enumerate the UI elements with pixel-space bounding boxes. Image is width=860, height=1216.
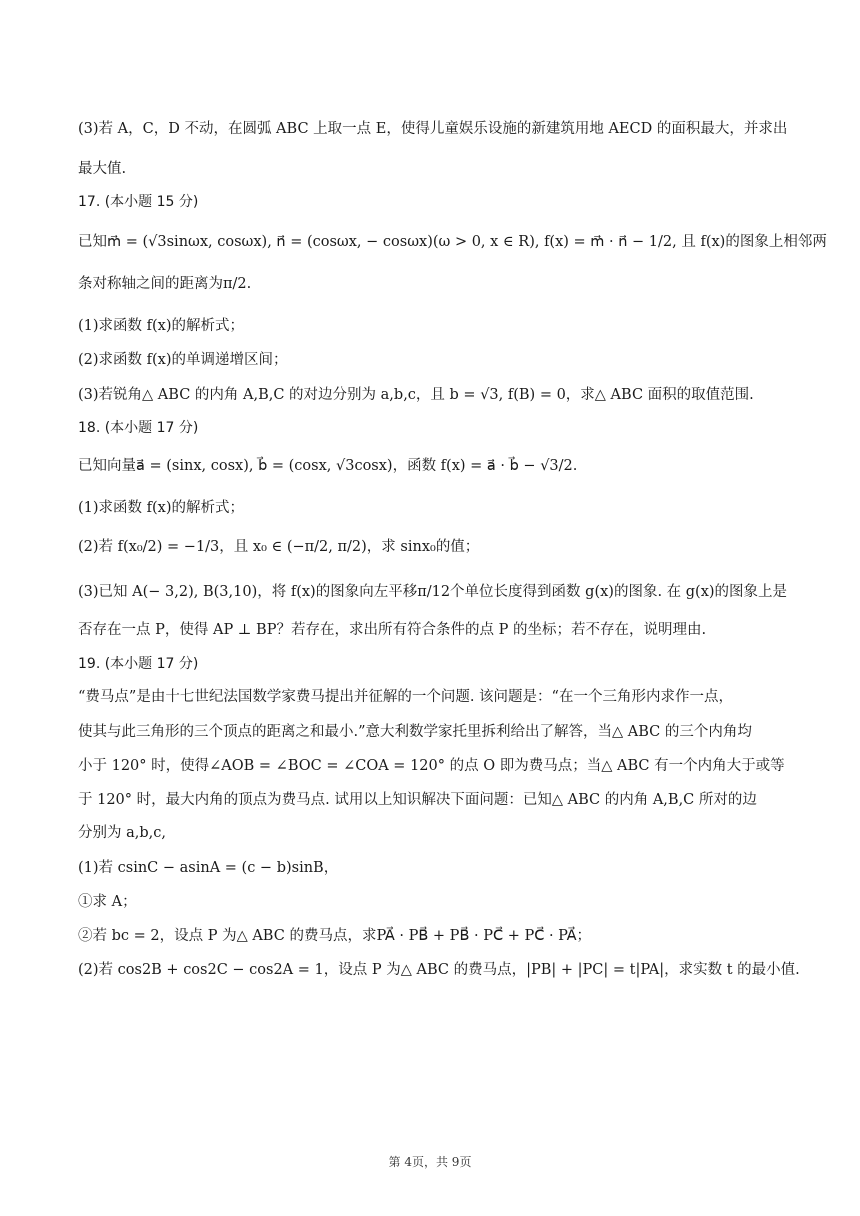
- problem17-q3: (3)若锐角△ ABC 的内角 A,B,C 的对边分别为 a,b,c，且 b = √3, f(B) = 0，求△ ABC 面积的取值范围.: [78, 387, 754, 403]
- problem17-heading: 17. (本小题 15 分): [78, 194, 199, 210]
- problem18-heading: 18. (本小题 17 分): [78, 420, 199, 436]
- page-footer: 第 4页，共 9页: [388, 1155, 472, 1169]
- problem19-heading: 19. (本小题 17 分): [78, 656, 199, 672]
- problem19-stem-line5: 分别为 a,b,c,: [78, 825, 166, 841]
- problem19-q1-sub2: ②若 bc = 2，设点 P 为△ ABC 的费马点，求PA⃗ · PB⃗ + PB⃗ · PC⃗ + PC⃗ · PA⃗；: [78, 928, 592, 944]
- problem17-stem-line2: 条对称轴之间的距离为π/2.: [78, 276, 252, 292]
- problem17-q1: (1)求函数 f(x)的解析式；: [78, 318, 245, 334]
- problem19-q1-sub1: ①求 A；: [78, 894, 137, 910]
- problem18-q3-line2: 否存在一点 P，使得 AP ⊥ BP？若存在，求出所有符合条件的点 P 的坐标；若不存在，说明理由.: [78, 622, 707, 638]
- problem18-q3-line1: (3)已知 A(− 3,2), B(3,10)，将 f(x)的图象向左平移π/12个单位长度得到函数 g(x)的图象. 在 g(x)的图象上是: [78, 584, 788, 600]
- problem19-q1: (1)若 csinC − asinA = (c − b)sinB，: [78, 860, 339, 876]
- problem19-stem-line4: 于 120° 时，最大内角的顶点为费马点. 试用以上知识解决下面问题：已知△ ABC 的内角 A,B,C 所对的边: [78, 792, 757, 808]
- problem19-stem-line3: 小于 120° 时，使得∠AOB = ∠BOC = ∠COA = 120° 的点 O 即为费马点；当△ ABC 有一个内角大于或等: [78, 758, 785, 774]
- problem18-q1: (1)求函数 f(x)的解析式；: [78, 500, 245, 516]
- problem19-stem-line1: “费马点”是由十七世纪法国数学家费马提出并征解的一个问题. 该问题是：“在一个三角形内求作一点，: [78, 689, 733, 705]
- problem17-q2: (2)求函数 f(x)的单调递增区间；: [78, 352, 288, 368]
- problem17-stem-line1: 已知m⃗ = (√3sinωx, cosωx), n⃗ = (cosωx, − cosωx)(ω > 0, x ∈ R), f(x) = m⃗ · n⃗ − 1/2, 且 f(x)的图象上相邻两: [78, 234, 827, 250]
- problem16-part3-line1: (3)若 A，C，D 不动，在圆弧 ABC 上取一点 E，使得儿童娱乐设施的新建筑用地 AECD 的面积最大，并求出: [78, 121, 788, 137]
- problem19-q2: (2)若 cos2B + cos2C − cos2A = 1，设点 P 为△ ABC 的费马点，|PB| + |PC| = t|PA|，求实数 t 的最小值.: [78, 962, 800, 978]
- problem18-q2: (2)若 f(x₀/2) = −1/3，且 x₀ ∈ (−π/2, π/2)，求 sinx₀的值；: [78, 539, 480, 555]
- problem18-stem: 已知向量a⃗ = (sinx, cosx), b⃗ = (cosx, √3cosx)，函数 f(x) = a⃗ · b⃗ − √3/2.: [78, 458, 578, 474]
- problem16-part3-line2: 最大值.: [78, 161, 127, 177]
- problem19-stem-line2: 使其与此三角形的三个顶点的距离之和最小.”意大利数学家托里拆利给出了解答，当△ ABC 的三个内角均: [78, 724, 752, 740]
